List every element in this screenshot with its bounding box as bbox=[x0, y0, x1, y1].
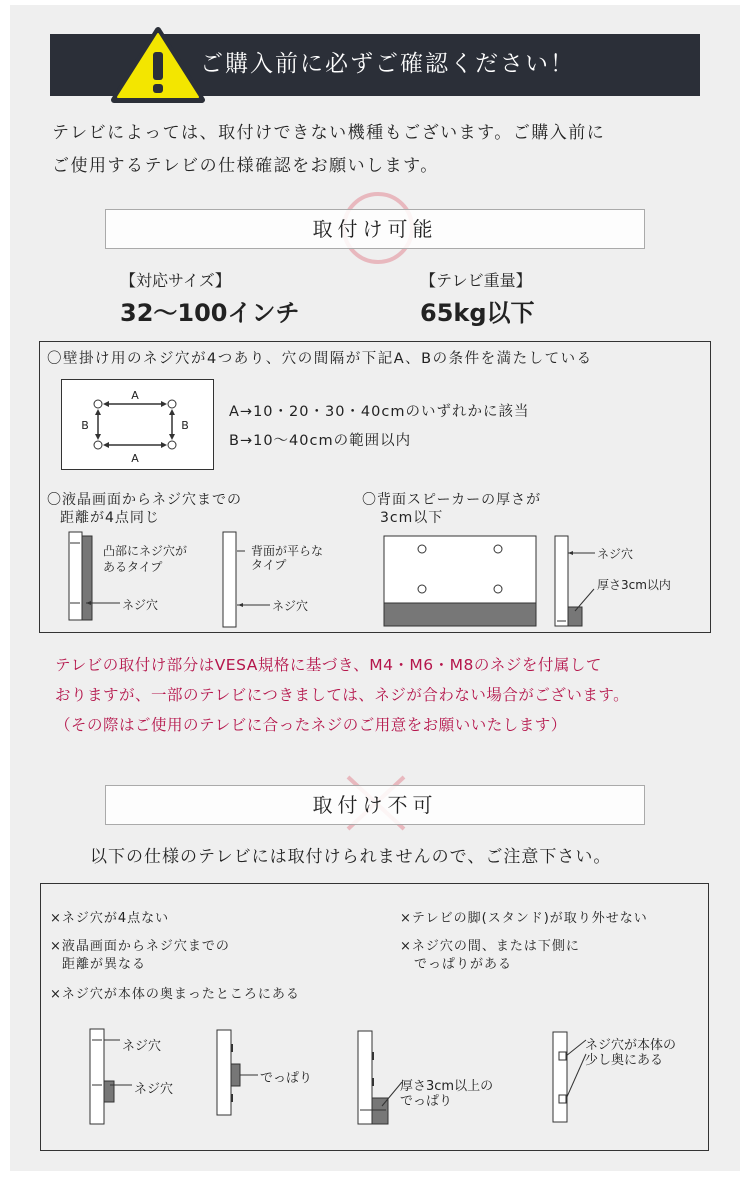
screw-hole-label: ネジ穴 bbox=[597, 547, 634, 561]
deep-hole-label: ネジ穴が本体の bbox=[585, 1038, 677, 1053]
weight-value: 65kg以下 bbox=[420, 299, 535, 327]
screw-hole-label: ネジ穴 bbox=[134, 1082, 174, 1097]
incompatible-subtitle: 以下の仕様のテレビには取付けられませんので、ご注意下さい。 bbox=[90, 847, 612, 867]
condition-speaker: 3cm以下 bbox=[380, 510, 444, 526]
incompatible-item: 距離が異なる bbox=[62, 957, 147, 972]
intro-line: テレビによっては、取付けできない機種もございます。ご購入前に bbox=[52, 123, 606, 143]
vesa-note-line: おりますが、一部のテレビにつきましては、ネジが合わない場合がございます。 bbox=[55, 686, 630, 704]
compatible-title: 取付け可能 bbox=[105, 209, 645, 249]
warning-icon bbox=[110, 24, 206, 104]
thickness-label: 厚さ3cm以内 bbox=[597, 578, 671, 592]
banner-title: ご購入前に必ずご確認ください！ bbox=[200, 51, 575, 77]
flat-type-label: タイプ bbox=[251, 558, 287, 572]
screw-hole-label: ネジ穴 bbox=[122, 1039, 162, 1054]
label-a: A bbox=[131, 452, 139, 465]
incompatible-item: ×ネジ穴が4点ない bbox=[50, 911, 170, 926]
label-b: B bbox=[181, 419, 189, 432]
convex-type-label: 凸部にネジ穴が bbox=[103, 544, 188, 558]
thick-protrusion-label: でっぱり bbox=[400, 1094, 453, 1109]
hole-spacing-diagram bbox=[61, 379, 215, 471]
page bbox=[10, 5, 740, 1171]
label-b: B bbox=[81, 419, 89, 432]
flat-type-label: 背面が平らな bbox=[251, 544, 324, 558]
condition-distance: 距離が4点同じ bbox=[60, 510, 160, 526]
convex-type-label: あるタイプ bbox=[103, 560, 163, 574]
vesa-note bbox=[55, 650, 629, 740]
weight-label: 【テレビ重量】 bbox=[420, 271, 532, 290]
screw-hole-label: ネジ穴 bbox=[122, 598, 159, 612]
size-value: 32〜100インチ bbox=[120, 299, 300, 327]
condition-distance: 〇液晶画面からネジ穴までの bbox=[47, 492, 242, 508]
size-label: 【対応サイズ】 bbox=[120, 271, 231, 290]
deep-hole-label: 少し奥にある bbox=[585, 1053, 664, 1068]
intro-line: ご使用するテレビの仕様確認をお願いします。 bbox=[52, 156, 439, 176]
screw-hole-label: ネジ穴 bbox=[272, 599, 309, 613]
condition-speaker: 〇背面スピーカーの厚さが bbox=[362, 492, 542, 508]
vesa-note-line: （その際はご使用のテレビに合ったネジのご用意をお願いいたします） bbox=[55, 716, 567, 734]
incompatible-item: でっぱりがある bbox=[414, 957, 513, 972]
label-a: A bbox=[131, 389, 139, 402]
protrusion-label: でっぱり bbox=[260, 1071, 313, 1086]
condition-screw-holes: 〇壁掛け用のネジ穴が4つあり、穴の間隔が下記A、Bの条件を満たしている bbox=[47, 351, 593, 367]
incompatible-item: ×ネジ穴が本体の奥まったところにある bbox=[50, 987, 300, 1002]
intro-text bbox=[52, 117, 605, 183]
incompatible-item: ×ネジ穴の間、または下側に bbox=[400, 939, 580, 954]
vesa-note-line: テレビの取付け部分はVESA規格に基づき、M4・M6・M8のネジを付属して bbox=[55, 656, 602, 674]
condition-a-text: A→10・20・30・40cmのいずれかに該当 bbox=[229, 404, 530, 420]
thick-protrusion-label: 厚さ3cm以上の bbox=[400, 1079, 494, 1094]
condition-b-text: B→10〜40cmの範囲以内 bbox=[229, 433, 412, 449]
incompatible-item: ×液晶画面からネジ穴までの bbox=[50, 939, 230, 954]
incompatible-title: 取付け不可 bbox=[105, 785, 645, 825]
incompatible-item: ×テレビの脚(スタンド)が取り外せない bbox=[400, 911, 648, 926]
